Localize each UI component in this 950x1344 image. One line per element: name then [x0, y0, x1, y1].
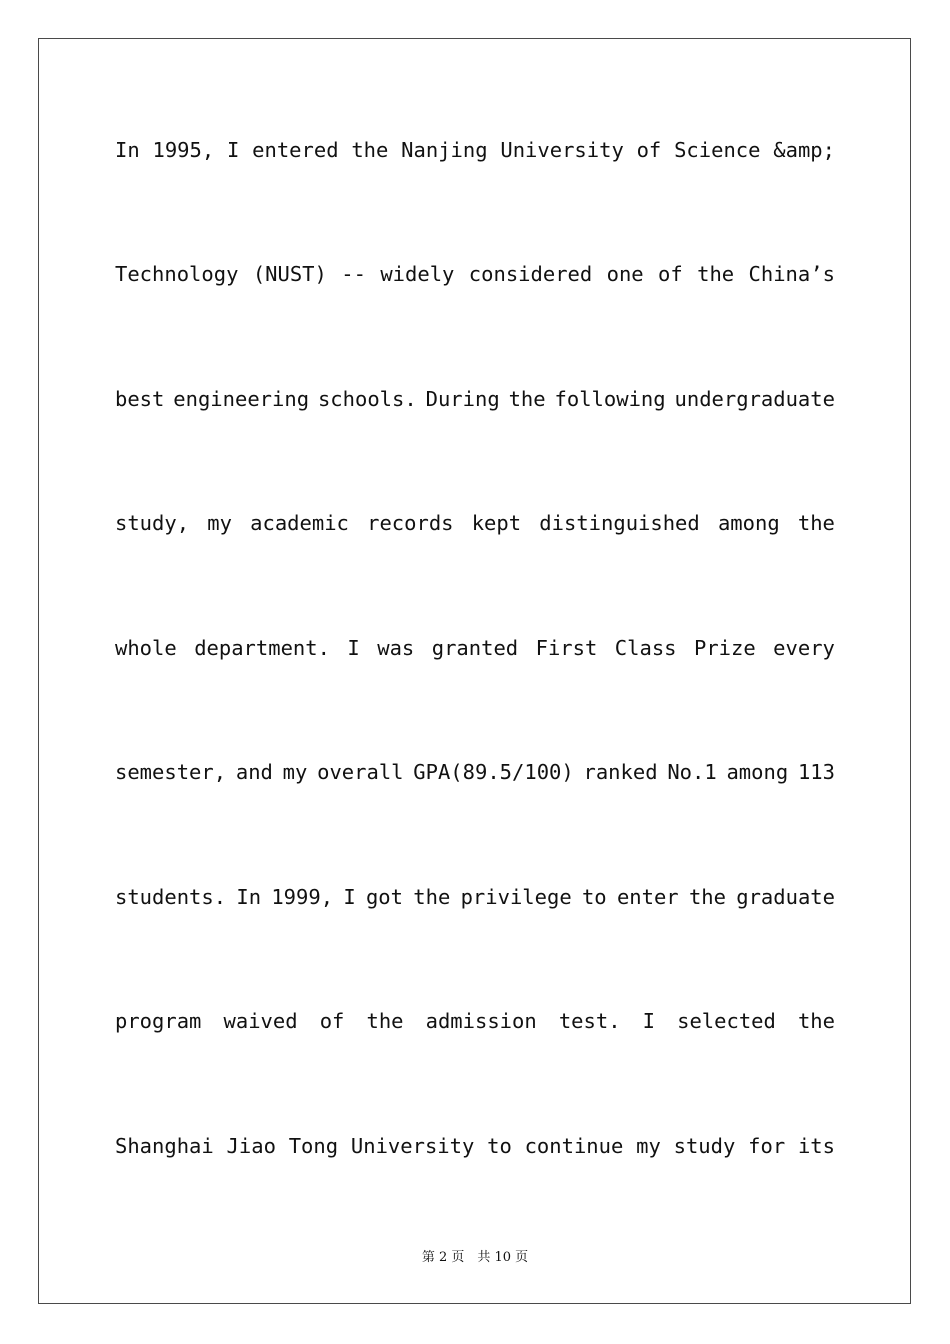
- text-line: program waived of the admission test. I selected the: [115, 1009, 835, 1033]
- text-line: semester, and my overall GPA(89.5/100) ranked No.1 among 113: [115, 760, 835, 784]
- text-line: Technology (NUST) -- widely considered one of the China’s: [115, 262, 835, 286]
- text-line: whole department. I was granted First Class Prize every: [115, 636, 835, 660]
- text-line: students. In 1999, I got the privilege to enter the graduate: [115, 885, 835, 909]
- text-line: In 1995, I entered the Nanjing University of Science &amp;: [115, 138, 835, 162]
- page-border: [38, 38, 911, 1304]
- page-number-footer: 第 2 页 共 10 页: [421, 1250, 529, 1265]
- text-line: study, my academic records kept distinguished among the: [115, 511, 835, 535]
- text-line: best engineering schools. During the following undergraduate: [115, 387, 835, 411]
- text-line: Shanghai Jiao Tong University to continue my study for its: [115, 1134, 835, 1158]
